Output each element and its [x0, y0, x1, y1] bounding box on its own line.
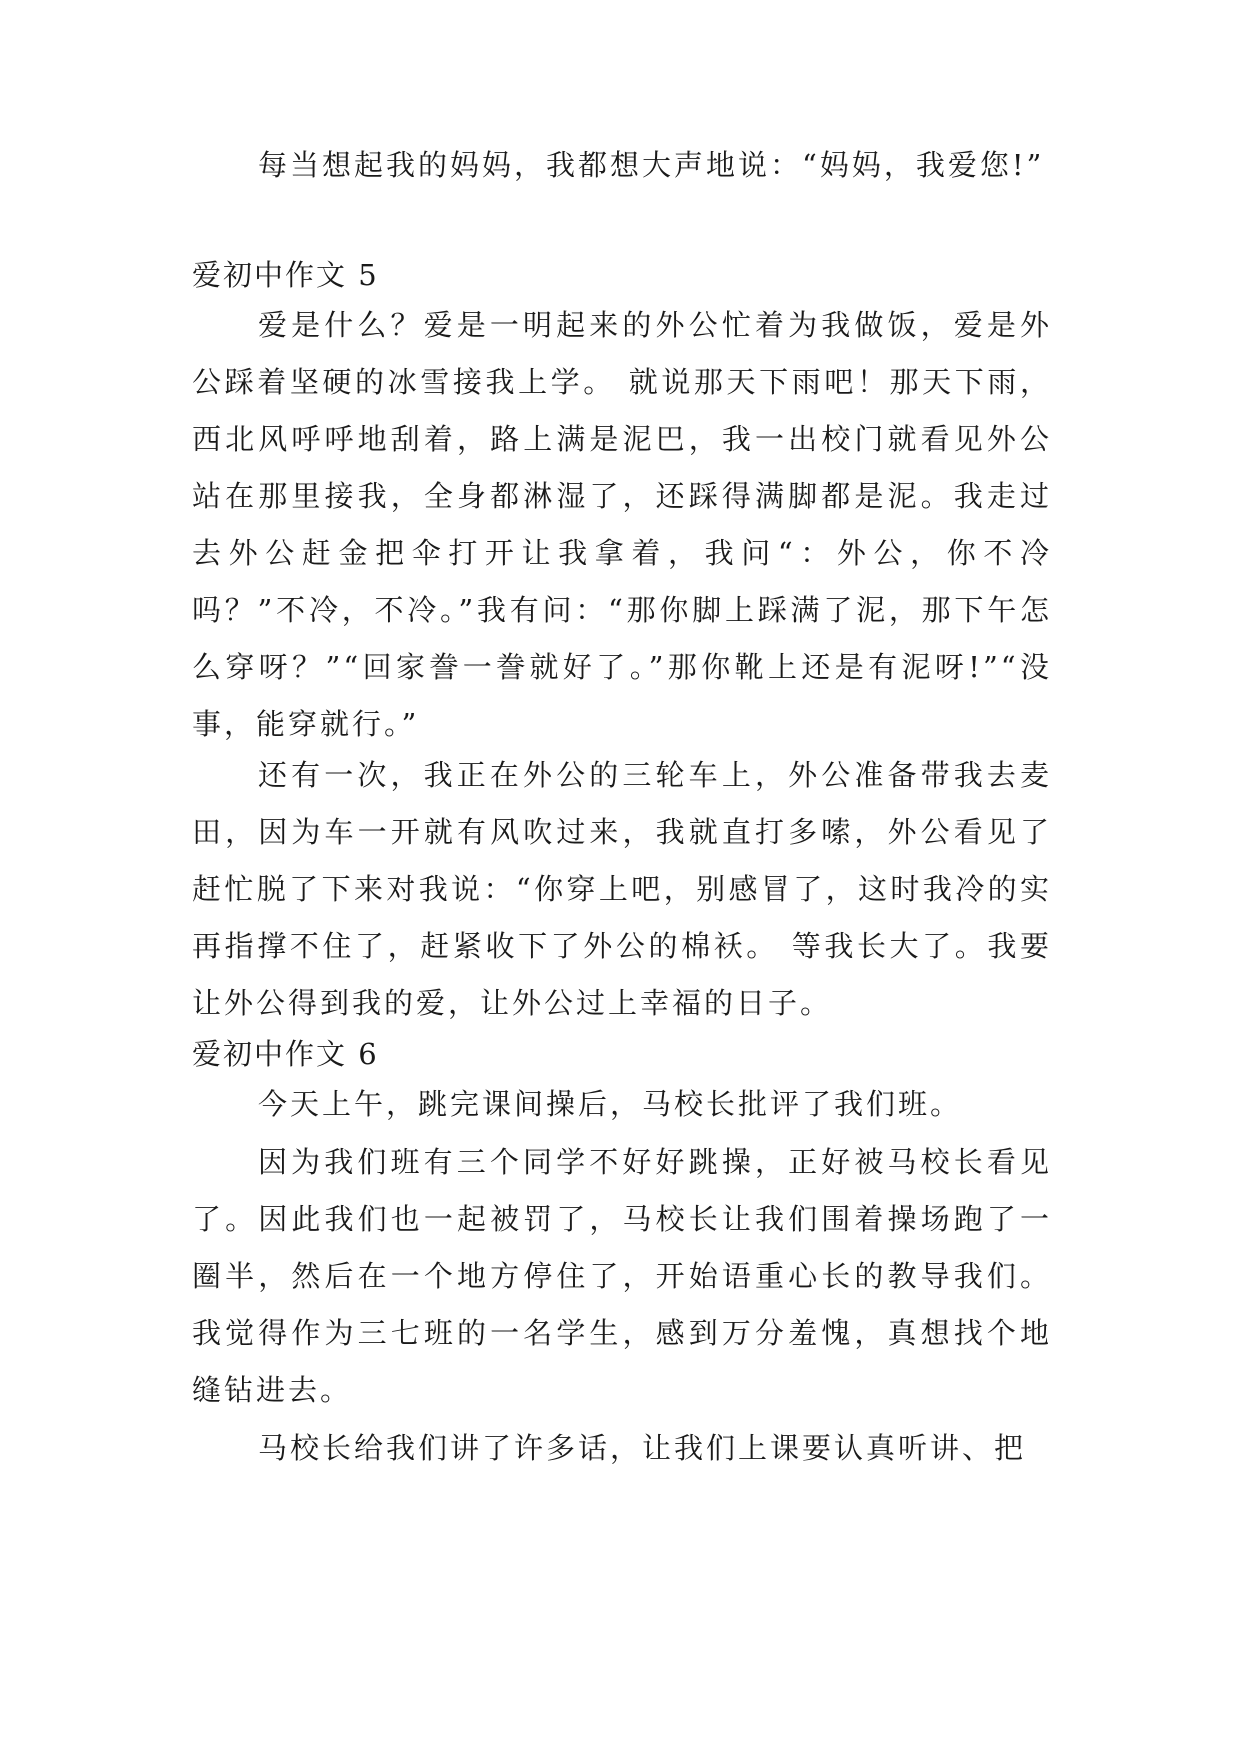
paragraph-mother: 每当想起我的妈妈，我都想大声地说：“妈妈，我爱您!” — [258, 148, 1045, 182]
paragraph-5-1: 爱是什么？爱是一明起来的外公忙着为我做饭，爱是外公踩着坚硬的冰雪接我上学。 就说那天下雨吧！那天下雨，西北风呼呼地刮着，路上满是泥巴，我一出校门就看见外公站在那里接我，全身都淋湿了，还踩得满脚都是泥。我走过去外公赶金把伞打开让我拿着，我问“：外公，你不冷吗？”不冷，不冷。”我有问：“那你脚上踩满了泥，那下午怎么穿呀？”“回家誊一誊就好了。”那你靴上还是有泥呀!”“没事，能穿就行。” — [192, 308, 1052, 741]
heading-essay-5: 爱初中作文 5 — [192, 258, 379, 292]
paragraph-6-2: 因为我们班有三个同学不好好跳操，正好被马校长看见了。因此我们也一起被罚了，马校长让我们围着操场跑了一圈半，然后在一个地方停住了，开始语重心长的教导我们。我觉得作为三七班的一名学生，感到万分羞愧，真想找个地缝钻进去。 — [192, 1145, 1052, 1407]
paragraph-5-2: 还有一次，我正在外公的三轮车上，外公准备带我去麦田，因为车一开就有风吹过来，我就直打多嗦，外公看见了赶忙脱了下来对我说：“你穿上吧，别感冒了，这时我冷的实再指撑不住了，赶紧收下了外公的棉袄。 等我长大了。我要让外公得到我的爱，让外公过上幸福的日子。 — [192, 758, 1052, 1020]
paragraph-6-1: 今天上午，跳完课间操后，马校长批评了我们班。 — [258, 1087, 963, 1121]
paragraph-6-3: 马校长给我们讲了许多话，让我们上课要认真听讲、把 — [258, 1431, 1027, 1465]
heading-essay-6: 爱初中作文 6 — [192, 1037, 379, 1071]
